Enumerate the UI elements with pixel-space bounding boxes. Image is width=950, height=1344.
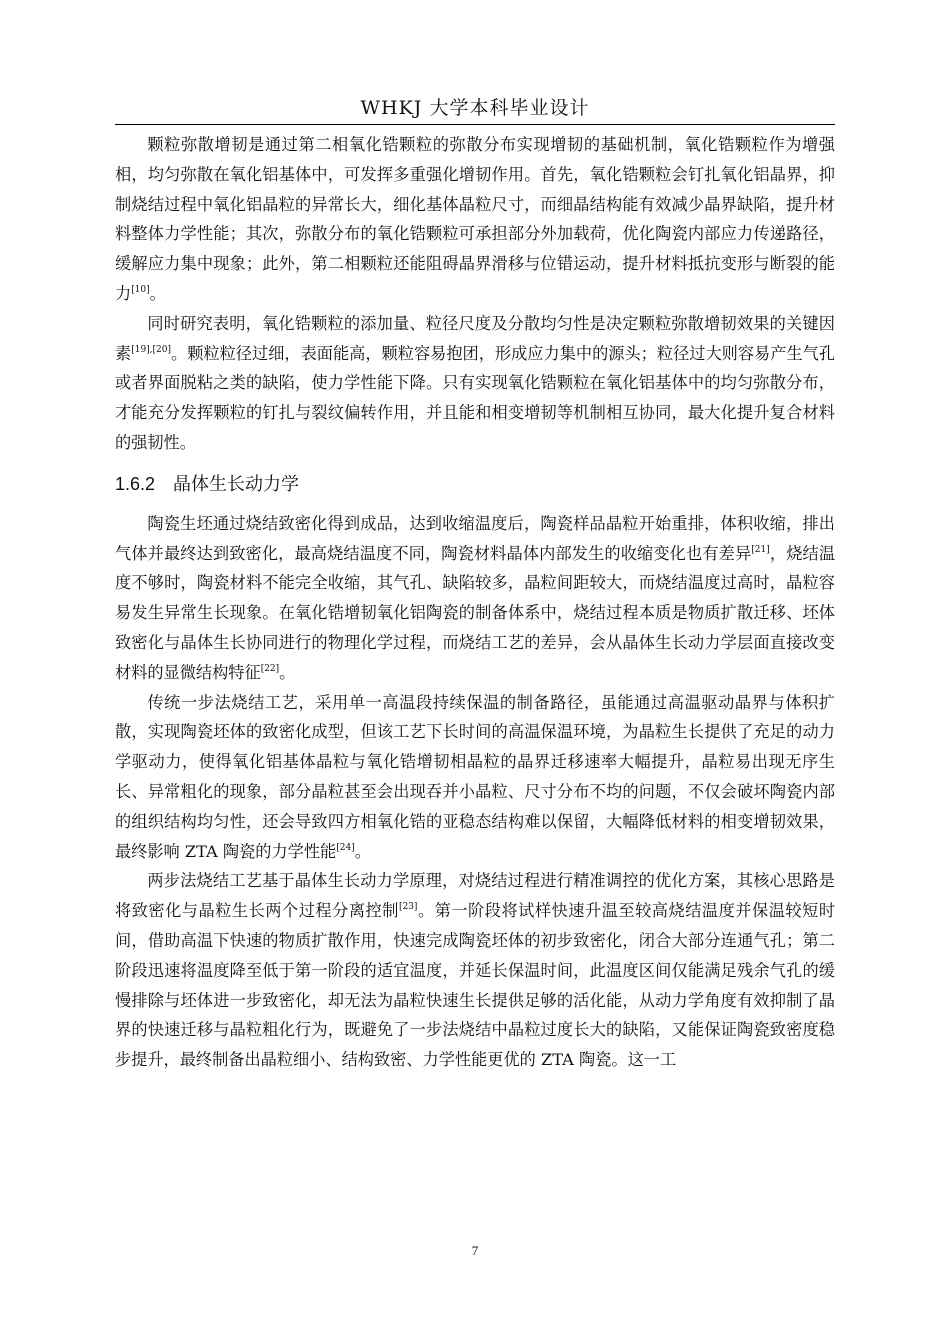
page-number: 7: [471, 1243, 479, 1258]
body-text: [115, 130, 835, 1075]
header-divider: [115, 124, 835, 125]
paragraph-one-step-sintering: 传统一步法烧结工艺，采用单一高温段持续保温的制备路径，虽能通过高温驱动晶界与体积扩散，实现陶瓷坯体的致密化成型，但该工艺下长时间的高温保温环境，为晶粒生长提供了充足的动力学驱动力，使得氧化铝基体晶粒与氧化锆增韧相晶粒的晶界迁移速率大幅提升，晶粒易出现无序生长、异常粗化的现象，部分晶粒甚至会出现吞并小晶粒、尺寸分布不均的问题，不仅会破坏陶瓷内部的组织结构均匀性，还会导致四方相氧化锆的亚稳态结构难以保留，大幅降低材料的相变增韧效果，最终影响 ZTA 陶瓷的力学性能[24]。: [115, 692, 835, 861]
citation: [23]: [398, 902, 418, 913]
citation: [24]: [336, 842, 355, 853]
page-header-title: WHKJ 大学本科毕业设计: [360, 97, 590, 119]
citation: [19],[20]: [131, 344, 172, 355]
section-title: 晶体生长动力学: [173, 473, 300, 495]
citation: [22]: [260, 663, 280, 674]
paragraph-zirconia-factors: 同时研究表明，氧化锆颗粒的添加量、粒径尺度及分散均匀性是决定颗粒弥散增韧效果的关键因素[19],[20]。颗粒粒径过细，表面能高，颗粒容易抱团，形成应力集中的源头；粒径过大则容易产生气孔或者界面脱粘之类的缺陷，使力学性能下降。只有实现氧化锆颗粒在氧化铝基体中的均匀弥散分布，才能充分发挥颗粒的钉扎与裂纹偏转作用，并且能和相变增韧等机制相互协同，最大化提升复合材料的强韧性。: [115, 313, 836, 452]
paragraph-two-step-sintering: 两步法烧结工艺基于晶体生长动力学原理，对烧结过程进行精准调控的优化方案，其核心思路是将致密化与晶粒生长两个过程分离控制[23]。第一阶段将试样快速升温至较高烧结温度并保温较短时间，借助高温下快速的物质扩散作用，快速完成陶瓷坯体的初步致密化，闭合大部分连通气孔；第二阶段迅速将温度降至低于第一阶段的适宜温度，并延长保温时间，此温度区间仅能满足残余气孔的缓慢排除与坯体进一步致密化，却无法为晶粒快速生长提供足够的活化能，从动力学角度有效抑制了晶界的快速迁移与晶粒粗化行为，既避免了一步法烧结中晶粒过度长大的缺陷，又能保证陶瓷致密度稳步提升，最终制备出晶粒细小、结构致密、力学性能更优的 ZTA 陶瓷。这一工: [115, 871, 836, 1070]
section-number: 1.6.2: [115, 473, 156, 494]
citation: [21]: [751, 544, 770, 555]
paragraph-sintering-densification: 陶瓷生坯通过烧结致密化得到成品，达到收缩温度后，陶瓷样品晶粒开始重排，体积收缩，排出气体并最终达到致密化，最高烧结温度不同，陶瓷材料晶体内部发生的收缩变化也有差异[21]，烧结温度不够时，陶瓷材料不能完全收缩，其气孔、缺陷较多，晶粒间距较大，而烧结温度过高时，晶粒容易发生异常生长现象。在氧化锆增韧氧化铝陶瓷的制备体系中，烧结过程本质是物质扩散迁移、坯体致密化与晶体生长协同进行的物理化学过程，而烧结工艺的差异，会从晶体生长动力学层面直接改变材料的显微结构特征[22]。: [115, 513, 836, 682]
section-heading: [115, 470, 835, 499]
paragraph-particle-dispersion: 颗粒弥散增韧是通过第二相氧化锆颗粒的弥散分布实现增韧的基础机制，氧化锆颗粒作为增强相，均匀弥散在氧化铝基体中，可发挥多重强化增韧作用。首先，氧化锆颗粒会钉扎氧化铝晶界，抑制烧结过程中氧化铝晶粒的异常长大，细化基体晶粒尺寸，而细晶结构能有效减少晶界缺陷，提升材料整体力学性能；其次，弥散分布的氧化锆颗粒可承担部分外加载荷，优化陶瓷内部应力传递路径，缓解应力集中现象；此外，第二相颗粒还能阻碍晶界滑移与位错运动，提升材料抵抗变形与断裂的能力[10]。: [115, 135, 835, 303]
citation: [10]: [131, 284, 150, 295]
